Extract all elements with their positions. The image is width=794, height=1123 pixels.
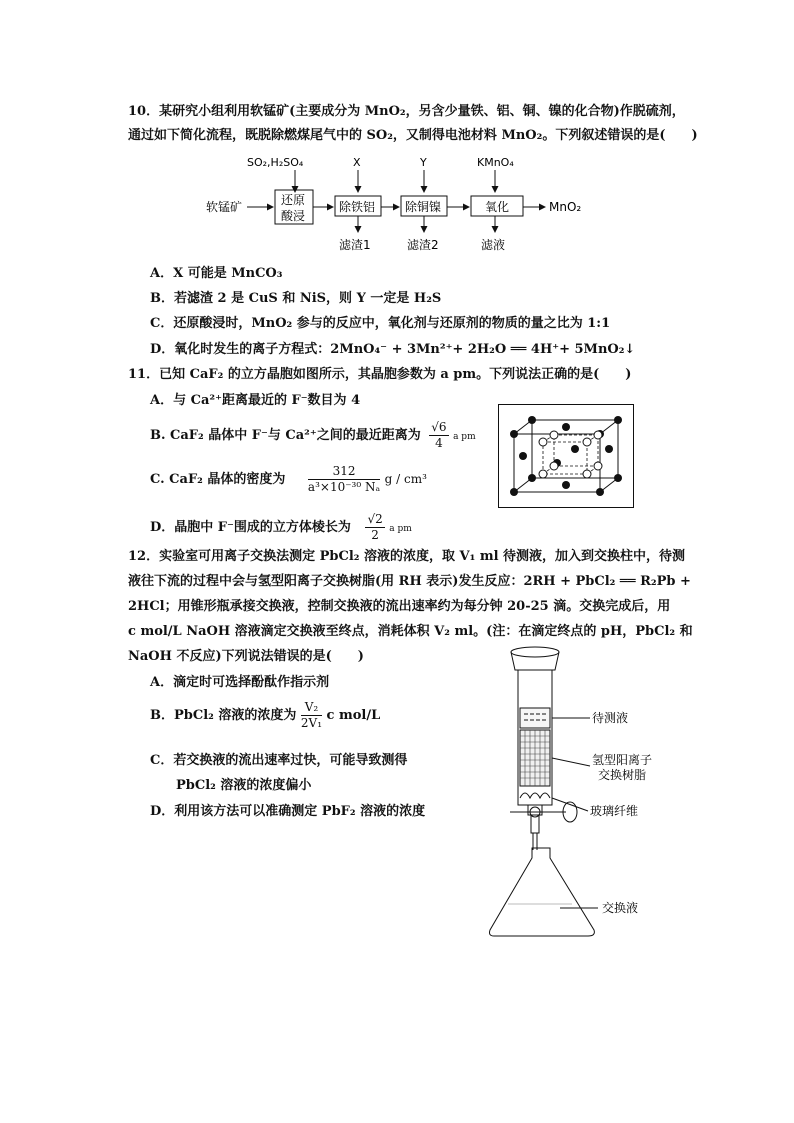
q11-option-a: A．与 Ca²⁺距离最近的 F⁻数目为 4: [150, 393, 361, 408]
q12-option-d: D．利用该方法可以准确测定 PbF₂ 溶液的浓度: [150, 804, 426, 819]
q12-b-numerator: V₂: [301, 700, 322, 716]
fig-label-effluent: 交换液: [602, 901, 639, 915]
q12-option-b-fraction: [301, 700, 322, 731]
flow-out3: 滤渣2: [407, 238, 439, 252]
q11-c-denominator: a³×10⁻³⁰ Nₐ: [307, 480, 381, 494]
flow-box3-label: 除铜镍: [405, 200, 442, 214]
q12-option-b: [150, 700, 380, 731]
q10-stem-line1: 10．某研究小组利用软锰矿(主要成分为 MnO₂，另含少量铁、铝、铜、镍的化合物)作脱硫剂，: [128, 104, 685, 119]
q12-stem-line5: NaOH 不反应)下列说法错误的是( ): [128, 649, 364, 664]
flow-box1-line1: 还原: [281, 193, 306, 207]
flow-product: MnO₂: [549, 200, 582, 214]
q12-b-denominator: 2V₁: [300, 716, 323, 730]
flow-out2: 滤渣1: [339, 238, 371, 252]
flow-out4: 滤液: [481, 238, 506, 252]
q10-option-d: D．氧化时发生的离子方程式：2MnO₄⁻ + 3Mn²⁺+ 2H₂O ══ 4H⁺+ 5MnO₂↓: [150, 342, 636, 357]
q11-c-numerator: 312: [308, 464, 380, 480]
q11-b-denominator: 4: [435, 436, 443, 450]
q11-option-c-fraction: [308, 464, 380, 495]
flow-box1-line2: 酸浸: [281, 209, 306, 223]
flow-reagent4: KMnO₄: [477, 156, 514, 169]
q11-option-c-text: C. CaF₂ 晶体的密度为: [150, 472, 286, 487]
q11-option-b-fraction: [429, 420, 448, 451]
q11-option-d-text: D．晶胞中 F⁻围成的立方体棱长为: [150, 520, 351, 535]
flow-reagent2: X: [353, 156, 361, 169]
flow-box4-label: 氧化: [485, 200, 510, 214]
q10-stem-line2: 通过如下简化流程，既脱除燃煤尾气中的 SO₂，又制得电池材料 MnO₂。下列叙述错误的是( ): [128, 128, 698, 143]
fig-label-glass-fiber: 玻璃纤维: [590, 804, 639, 818]
fig-label-sample: 待测液: [592, 711, 629, 725]
q12-stem-line1: 12．实验室可用离子交换法测定 PbCl₂ 溶液的浓度，取 V₁ ml 待测液，加入到交换柱中，待测: [128, 549, 686, 564]
q11-b-unit: a pm: [453, 432, 476, 442]
q11-option-d-fraction: [365, 512, 384, 543]
q12-option-c-line2: PbCl₂ 溶液的浓度偏小: [176, 778, 312, 793]
flow-reagent1: SO₂,H₂SO₄: [247, 156, 304, 169]
q12-b-unit: c mol/L: [326, 708, 381, 723]
q10-option-c: C．还原酸浸时，MnO₂ 参与的反应中，氧化剂与还原剂的物质的量之比为 1:1: [150, 316, 611, 331]
q12-option-a: A．滴定时可选择酚酞作指示剂: [150, 675, 330, 690]
q12-option-c-line1: C．若交换液的流出速率过快，可能导致测得: [150, 753, 408, 768]
q11-c-unit: g / cm³: [384, 472, 427, 486]
q11-b-numerator: √6: [431, 420, 447, 434]
q11-d-numerator: √2: [367, 512, 383, 526]
flow-start: 软锰矿: [206, 200, 243, 214]
q12-stem-line2: 液往下流的过程中会与氢型阳离子交换树脂(用 RH 表示)发生反应：2RH + PbCl₂ ══ R₂Pb +: [128, 574, 691, 589]
ion-exchange-apparatus: [488, 640, 688, 942]
q12-stem-line3: 2HCl；用锥形瓶承接交换液，控制交换液的流出速率约为每分钟 20-25 滴。交换完成后，用: [128, 599, 671, 614]
q10-flow-diagram: [195, 150, 615, 254]
q12-stem-line4: c mol/L NaOH 溶液滴定交换液至终点，消耗体积 V₂ ml。(注：在滴定终点的 pH，PbCl₂ 和: [128, 624, 693, 639]
q11-stem: 11．已知 CaF₂ 的立方晶胞如图所示，其晶胞参数为 a pm。下列说法正确的是( ): [128, 367, 632, 382]
q11-option-b: [150, 420, 476, 451]
q11-d-unit: a pm: [389, 524, 412, 534]
flow-reagent3: Y: [420, 156, 427, 169]
flow-box2-label: 除铁铝: [339, 200, 376, 214]
q11-option-d: [150, 512, 412, 543]
q10-option-a: A．X 可能是 MnCO₃: [150, 266, 283, 281]
q12-option-b-text: B．PbCl₂ 溶液的浓度为: [150, 708, 297, 723]
q11-option-c: [150, 464, 427, 495]
caf2-unit-cell-figure: [498, 404, 634, 508]
q11-d-denominator: 2: [371, 528, 379, 542]
fig-label-resin-1: 氢型阳离子: [592, 753, 653, 767]
fig-label-resin-2: 交换树脂: [598, 768, 647, 782]
q11-option-b-text: B. CaF₂ 晶体中 F⁻与 Ca²⁺之间的最近距离为: [150, 428, 421, 443]
q10-option-b: B．若滤渣 2 是 CuS 和 NiS，则 Y 一定是 H₂S: [150, 291, 442, 306]
